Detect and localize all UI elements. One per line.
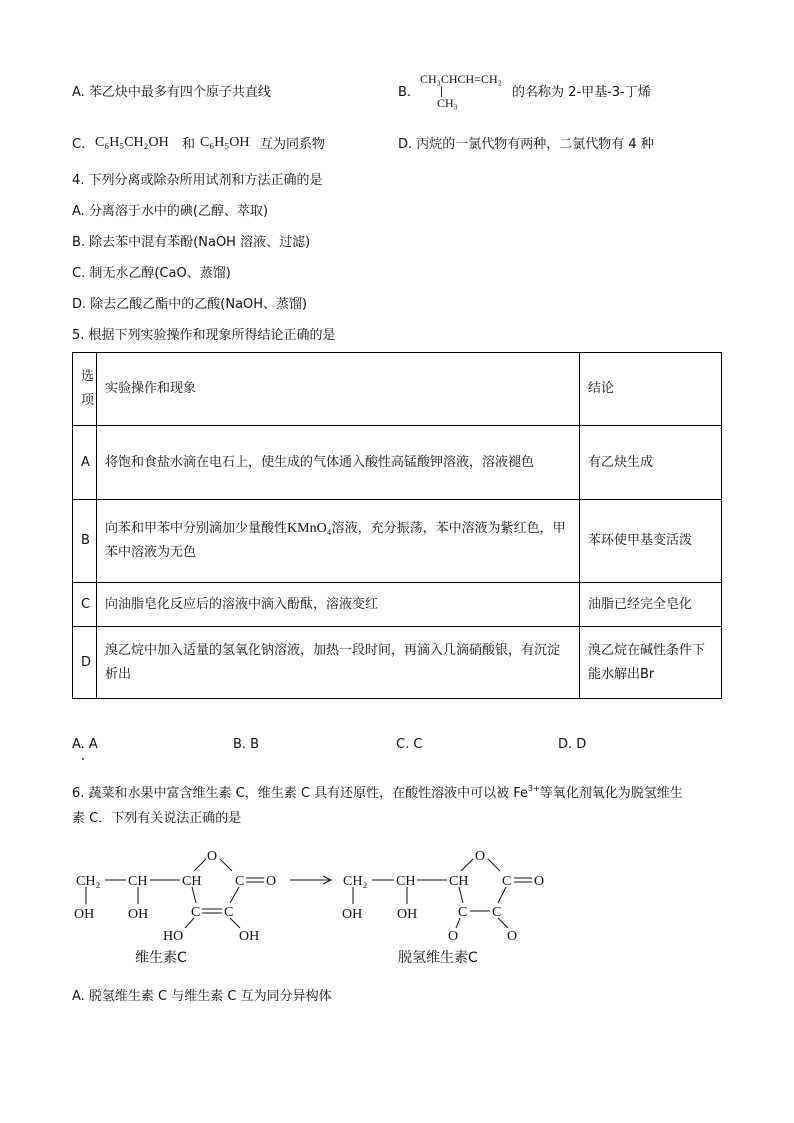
q6-stem-line1: [72, 780, 683, 803]
q4-option-b: B. 除去苯中混有苯酚(NaOH 溶液、过滤): [72, 235, 311, 250]
atom-o-left: O: [448, 929, 459, 944]
atom-ch: CH: [396, 874, 416, 889]
atom-oh-right: OH: [239, 929, 260, 944]
header-conclusion: 结论: [580, 353, 722, 426]
table-row: [73, 426, 722, 500]
q3-option-c-prefix: C.: [72, 137, 86, 152]
atom-c-carbonyl: C: [235, 874, 245, 889]
q5-stem: 5. 根据下列实验操作和现象所得结论正确的是: [72, 328, 336, 343]
atom-o-carbonyl: O: [266, 874, 277, 889]
vitamin-c-reaction-diagram: [60, 838, 560, 973]
q6-stem-sup: 3+: [527, 784, 540, 793]
q3-option-c-suffix: 互为同系物: [260, 137, 326, 152]
atom-c-carbonyl: C: [502, 874, 512, 889]
row-conclusion: 溴乙烷在碱性条件下能水解出Br: [580, 627, 722, 699]
q3-option-a: A. 苯乙炔中最多有四个原子共直线: [72, 85, 271, 100]
row-operation: 溴乙烷中加入适量的氢氧化钠溶液，加热一段时间，再滴入几滴硝酸银，有沉淀析出: [97, 627, 580, 699]
atom-ch2: CH₂: [76, 874, 101, 889]
decorative-dot: [82, 758, 84, 760]
q3-option-c-mid: 和: [182, 137, 196, 152]
row-conclusion: 苯环使甲基变活泼: [580, 500, 722, 583]
q3-formula-bottom: CH₃: [437, 96, 458, 110]
q4-stem: 4. 下列分离或除杂所用试剂和方法正确的是: [72, 173, 323, 188]
atom-oh2: OH: [397, 907, 418, 922]
q6-stem-pre: 6. 蔬菜和水果中富含维生素 C，维生素 C 具有还原性，在酸性溶液中可以被 Fe: [72, 786, 528, 801]
row-operation: 向油脂皂化反应后的溶液中滴入酚酞，溶液变红: [97, 583, 580, 627]
q5-answer-a: A. A: [72, 737, 98, 752]
label-vitamin-c: 维生素C: [135, 950, 187, 966]
vitamin-c-structure: [74, 849, 276, 966]
atom-ch-ring: CH: [449, 874, 469, 889]
q5-answer-d: D. D: [558, 737, 587, 752]
header-option: 选项: [73, 353, 97, 426]
atom-o-right: O: [507, 929, 518, 944]
table-header-row: [73, 353, 722, 426]
atom-ch-ring: CH: [182, 874, 202, 889]
row-conclusion: 有乙炔生成: [580, 426, 722, 500]
row-option: B: [73, 500, 97, 583]
q6-option-a: A. 脱氢维生素 C 与维生素 C 互为同分异构体: [72, 989, 332, 1004]
table-row: [73, 500, 722, 583]
q6-stem-line2: 素 C．下列有关说法正确的是: [72, 811, 242, 826]
q3-formula-c6h5oh: C₆H₅OH: [200, 135, 250, 150]
q3-option-d: D. 丙烷的一氯代物有两种，二氯代物有 4 种: [398, 137, 654, 152]
atom-ho: HO: [163, 929, 184, 944]
atom-o-ring: O: [207, 849, 218, 864]
label-dehydro-vitamin-c: 脱氢维生素C: [398, 950, 478, 966]
row-option: A: [73, 426, 97, 500]
q5-table: [72, 352, 722, 699]
q3-formula-top: CH₃CHCH=CH₂: [420, 72, 502, 86]
q6-stem-post: 等氧化剂氧化为脱氢维生: [539, 786, 683, 801]
atom-c-left: C: [191, 905, 201, 920]
row-operation-pre: 向苯和甲苯中分别滴加少量酸性: [105, 521, 288, 536]
q4-option-c: C. 制无水乙醇(CaO、蒸馏): [72, 266, 231, 281]
atom-oh2: OH: [128, 907, 149, 922]
q3-formula-c6h5ch2oh: C₆H₅CH₂OH: [95, 135, 169, 150]
q4-option-d: D. 除去乙酸乙酯中的乙酸(NaOH、蒸馏): [72, 297, 308, 312]
kmno4-formula: KMnO₄: [287, 521, 332, 536]
atom-o-carbonyl: O: [534, 874, 545, 889]
atom-oh1: OH: [342, 907, 363, 922]
q4-option-a: A. 分离溶于水中的碘(乙醇、萃取): [72, 204, 269, 219]
q3-option-b-prefix: B.: [398, 85, 412, 100]
q3-option-b-suffix: 的名称为 2-甲基-3-丁烯: [512, 85, 651, 100]
table-row: [73, 583, 722, 627]
atom-ch2: CH₂: [343, 874, 368, 889]
atom-c-left: C: [458, 905, 468, 920]
atom-o-ring: O: [475, 849, 486, 864]
row-conclusion: 油脂已经完全皂化: [580, 583, 722, 627]
row-option: D: [73, 627, 97, 699]
atom-oh1: OH: [74, 907, 95, 922]
row-operation: [97, 500, 580, 583]
table-row: [73, 627, 722, 699]
header-operation: 实验操作和现象: [97, 353, 580, 426]
atom-c-right: C: [492, 905, 502, 920]
dehydro-vitamin-c-structure: [342, 849, 544, 966]
atom-c-right: C: [224, 905, 234, 920]
atom-ch: CH: [128, 874, 148, 889]
q5-answer-b: B. B: [233, 737, 260, 752]
row-option: C: [73, 583, 97, 627]
row-operation: 将饱和食盐水滴在电石上，使生成的气体通入酸性高锰酸钾溶液，溶液褪色: [97, 426, 580, 500]
q5-answer-c: C. C: [396, 737, 423, 752]
row-operation-post: 溶液，充分振荡，苯中溶液为紫红色，甲苯中溶液为无色: [105, 521, 566, 560]
